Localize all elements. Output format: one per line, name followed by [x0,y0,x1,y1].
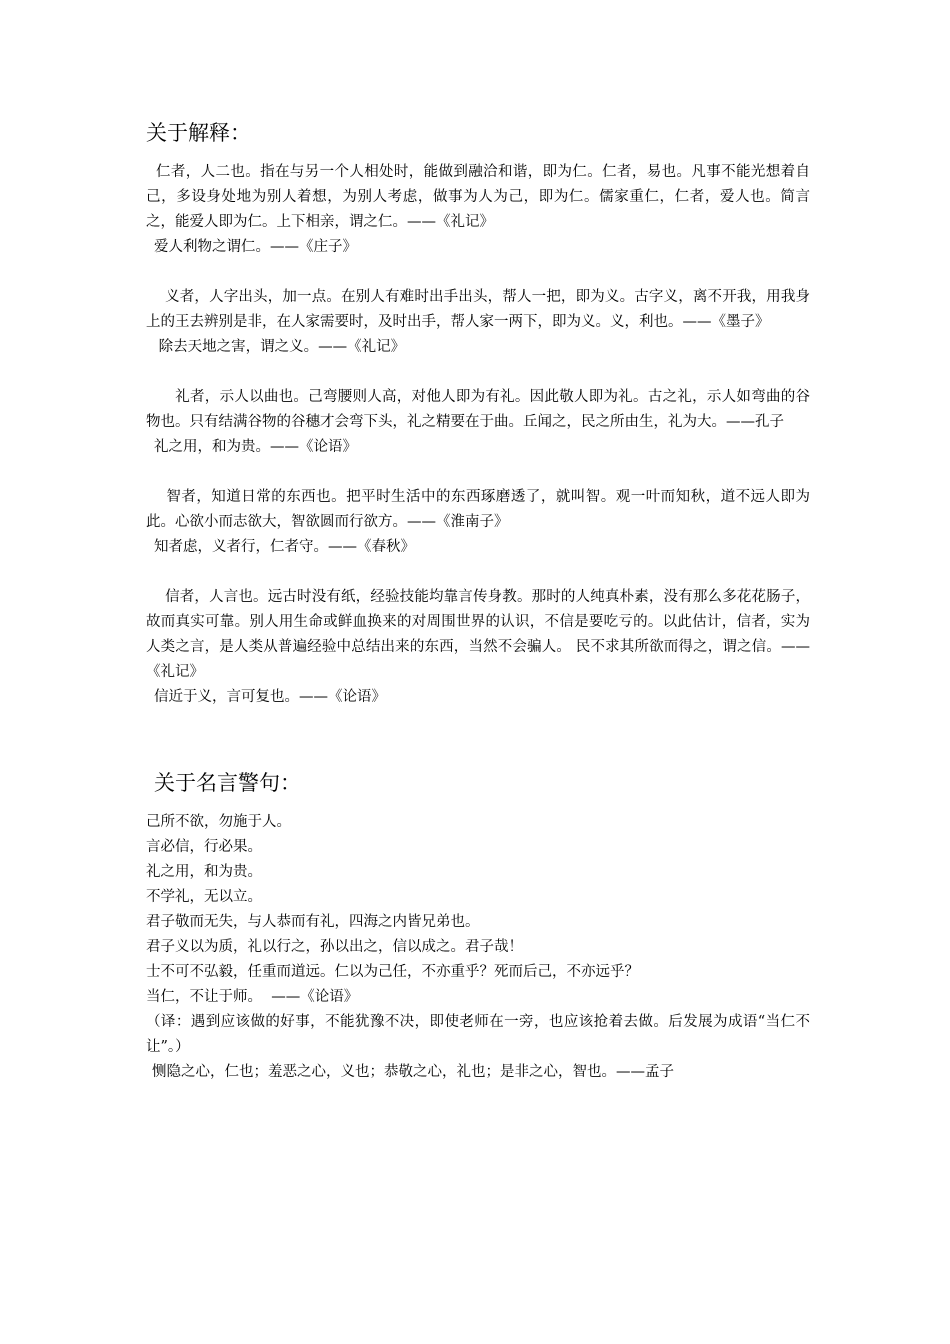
explanation-block-ren [146,160,810,260]
quotes-list [146,810,810,1085]
quote-line: 当仁，不让于师。 ——《论语》 [146,989,359,1005]
quote-line: 君子敬而无失，与人恭而有礼，四海之内皆兄弟也。 [146,914,480,930]
section-title-explanation: 关于解释： [146,121,251,145]
quote-line: 礼之用，和为贵。 [146,864,262,880]
explanation-block-yi [146,285,810,360]
spacer [146,260,810,285]
explanation-block-zhi [146,485,810,560]
section-title-quotes: 关于名言警句： [154,771,301,795]
spacer [146,460,810,485]
explanation-paragraph: 智者，知道日常的东西也。把平时生活中的东西琢磨透了，就叫智。观一叶而知秋，道不远人即为此。心欲小而志欲大，智欲圆而行欲方。——《淮南子》 [146,489,810,530]
translation-note: （译：遇到应该做的好事，不能犹豫不决，即使老师在一旁，也应该抢着去做。后发展为成语“当仁不让”。） [146,1014,810,1055]
explanation-paragraph: 信者，人言也。远古时没有纸，经验技能均靠言传身教。那时的人纯真朴素，没有那么多花花肠子，故而真实可靠。别人用生命或鲜血换来的对周围世界的认识，不信是要吃亏的。以此估计，信者，实为人类之言，是人类从普遍经验中总结出来的东西，当然不会骗人。 民不求其所欲而得之，谓之信。——《礼记》 [146,589,811,680]
explanation-block-li [146,385,810,460]
explanation-paragraph: 仁者，人二也。指在与另一个人相处时，能做到融洽和谐，即为仁。仁者，易也。凡事不能光想着自己，多设身处地为别人着想，为别人考虑，做事为人为己，即为仁。儒家重仁，仁者，爱人也。简言之，能爱人即为仁。上下相亲，谓之仁。——《礼记》 [146,164,811,230]
explanation-quote: 除去天地之害，谓之义。——《礼记》 [154,339,406,355]
explanation-block-xin [146,585,810,710]
quote-line: 不学礼，无以立。 [146,889,262,905]
quote-line: 士不可不弘毅，任重而道远。仁以为己任，不亦重乎？死而后己，不亦远乎？ [146,964,639,980]
explanation-quote: 信近于义，言可复也。——《论语》 [154,689,386,705]
quote-line: 言必信，行必果。 [146,839,262,855]
document-page [146,118,810,1085]
explanation-paragraph: 礼者，示人以曲也。己弯腰则人高，对他人即为有礼。因此敬人即为礼。古之礼，示人如弯曲的谷物也。只有结满谷物的谷穗才会弯下头，礼之精要在于曲。丘闻之，民之所由生，礼为大。——孔子 [146,389,810,430]
quote-line: 己所不欲，勿施于人。 [146,814,291,830]
quote-line: 君子义以为质，礼以行之，孙以出之，信以成之。君子哉！ [146,939,523,955]
explanation-quote: 礼之用，和为贵。——《论语》 [154,439,357,455]
explanation-paragraph: 义者，人字出头，加一点。在别人有难时出手出头，帮人一把，即为义。古字义，离不开我，用我身上的王去辨别是非，在人家需要时，及时出手，帮人家一两下，即为义。义，利也。——《墨子》 [146,289,811,330]
spacer [146,360,810,385]
explanation-quote: 爱人利物之谓仁。——《庄子》 [154,239,357,255]
explanation-quote: 知者虑，义者行，仁者守。——《春秋》 [154,539,415,555]
spacer [146,560,810,585]
mencius-quote: 恻隐之心，仁也；羞恶之心，义也；恭敬之心，礼也；是非之心，智也。——孟子 [152,1064,674,1080]
